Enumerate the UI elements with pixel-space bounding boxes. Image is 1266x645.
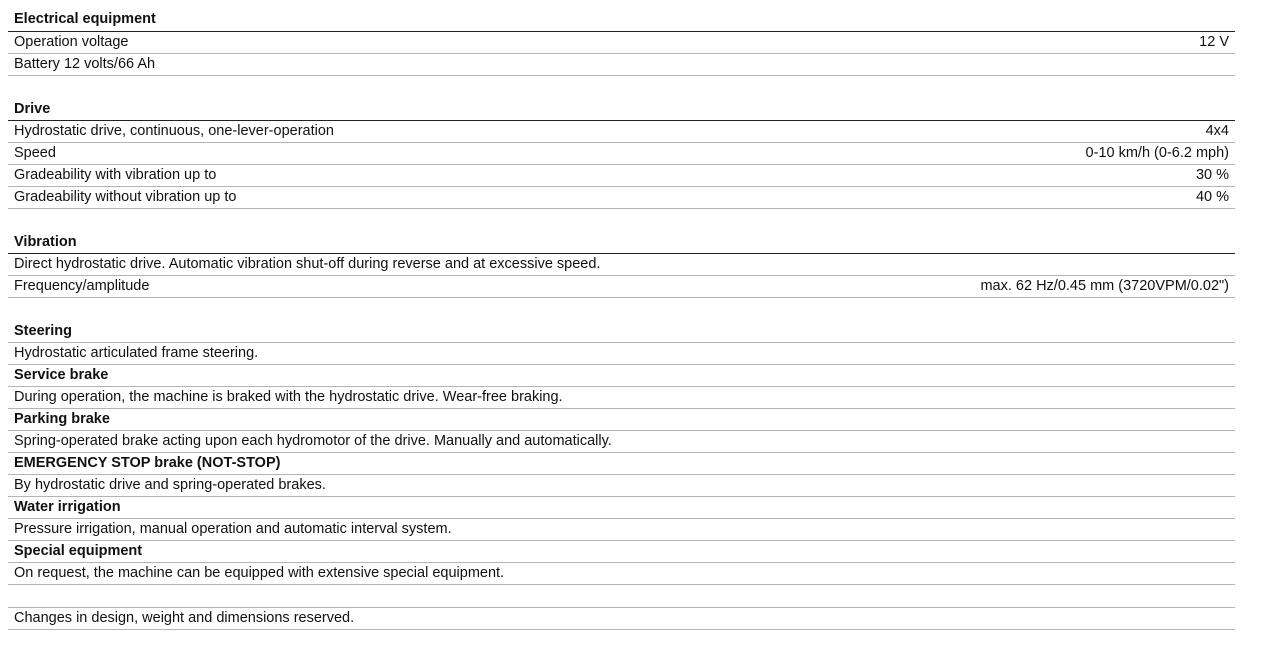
section-title: Water irrigation [14, 499, 121, 515]
spec-table [8, 8, 1235, 630]
spec-text: On request, the machine can be equipped with extensive special equipment. [14, 565, 505, 581]
spec-text: Pressure irrigation, manual operation and automatic interval system. [14, 521, 452, 537]
section-header-drive [8, 99, 1235, 121]
spec-label: Hydrostatic drive, continuous, one-lever-operation [14, 123, 334, 139]
section-spacer [8, 209, 1235, 232]
section-title: Special equipment [14, 543, 143, 559]
section-title: Vibration [14, 234, 77, 250]
spec-text-row [8, 519, 1235, 541]
spec-row [8, 54, 1235, 76]
section-header-parking-brake [8, 409, 1235, 431]
spec-value: 40 % [1195, 189, 1229, 205]
section-title: Steering [14, 323, 73, 339]
spec-label: Gradeability without vibration up to [14, 189, 237, 205]
section-title: Service brake [14, 367, 109, 383]
spec-row [8, 254, 1235, 276]
spec-label: Speed [14, 145, 56, 161]
spec-value: 30 % [1195, 167, 1229, 183]
spec-text-row [8, 387, 1235, 409]
spec-row [8, 276, 1235, 298]
spec-text-row [8, 475, 1235, 497]
section-title: Electrical equipment [14, 11, 156, 27]
spec-row [8, 121, 1235, 143]
section-header-emergency-brake [8, 453, 1235, 475]
spec-label: Frequency/amplitude [14, 278, 150, 294]
spec-value: 12 V [1199, 34, 1229, 50]
spec-value: max. 62 Hz/0.45 mm (3720VPM/0.02") [980, 278, 1229, 294]
spec-text-row [8, 431, 1235, 453]
spec-label: Operation voltage [14, 34, 129, 50]
spec-label: Gradeability with vibration up to [14, 167, 217, 183]
section-title: EMERGENCY STOP brake (NOT-STOP) [14, 455, 281, 471]
spec-text: Spring-operated brake acting upon each hydromotor of the drive. Manually and automatically. [14, 433, 612, 449]
section-header-steering [8, 321, 1235, 343]
footer-note: Changes in design, weight and dimensions reserved. [14, 610, 355, 626]
section-header-vibration [8, 232, 1235, 254]
spec-value: 4x4 [1205, 123, 1229, 139]
spec-label: Direct hydrostatic drive. Automatic vibration shut-off during reverse and at excessive speed. [14, 256, 601, 272]
spec-row [8, 32, 1235, 54]
section-header-service-brake [8, 365, 1235, 387]
spec-text-row [8, 343, 1235, 365]
spec-text: During operation, the machine is braked with the hydrostatic drive. Wear-free braking. [14, 389, 563, 405]
spec-value: 0-10 km/h (0-6.2 mph) [1085, 145, 1229, 161]
spec-label: Battery 12 volts/66 Ah [14, 56, 156, 72]
footer-note-row [8, 608, 1235, 630]
section-spacer [8, 585, 1235, 608]
spec-text: By hydrostatic drive and spring-operated brakes. [14, 477, 326, 493]
section-header-electrical [8, 8, 1235, 32]
section-title: Parking brake [14, 411, 110, 427]
section-header-special-equipment [8, 541, 1235, 563]
spec-row [8, 143, 1235, 165]
section-header-water-irrigation [8, 497, 1235, 519]
spec-text-row [8, 563, 1235, 585]
spec-text: Hydrostatic articulated frame steering. [14, 345, 259, 361]
section-spacer [8, 76, 1235, 99]
spec-row [8, 187, 1235, 209]
section-spacer [8, 298, 1235, 321]
spec-row [8, 165, 1235, 187]
section-title: Drive [14, 101, 51, 117]
